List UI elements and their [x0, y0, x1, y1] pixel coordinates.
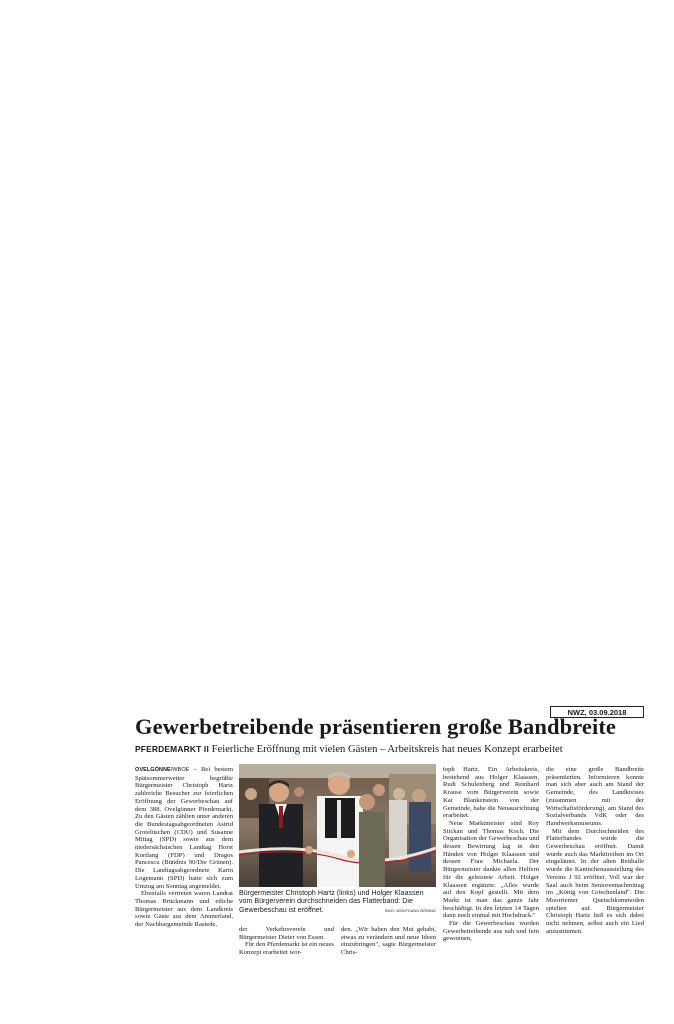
subheadline-line — [135, 743, 644, 756]
photo-credit: BILD: WOLFGANG BÖNING — [385, 908, 436, 913]
paragraph: der Verkehrsverein und Bürgermeister Dieter von Essen. — [239, 926, 334, 941]
article-column-5 — [546, 766, 644, 935]
paragraph: die eine große Bandbreite präsentierten. Informieren konnte man sich aber auch am Stand der Gemeinde, des Landkreises (zusammen mit der Wirtschaftsförderung), am Stand des Sozialverbands VdK oder des Handwerksmuseums. — [546, 766, 644, 827]
paragraph: Neue Marktmeister sind Roy Stickan und Thomas Koch. Die Organisation der Gewerbeschau und dessen Bewirtung lag in den Händen von Holger Klaassen und dessen Frau Michaela. Der Bürgermeister dankte allen Helfern für die geleistete Arbeit. Holger Klaassen ergänzte: „Alles wurde auf den Kopf gestellt. Mit dem Markt ist man das ganze Jahr beschäftigt. In den letzten 14 Tagen dann noch einmal mit Hochdruck." — [443, 819, 540, 920]
paragraph: Mit dem Durchschneiden des Flatterbandes wurde die Gewerbeschau eröffnet. Damit wurde auch das Markttreiben im Ort eingeläutet. In der alten Reithalle wurde die Kaninchenausstellung des Vereins J 92 eröffnet. Voll war der Saal auch beim Seniorennachmittag im „König von Griechenland". Die Moorriemer Quetschkommoden spielten auf. Bürgermeister Christoph Hartz ließ es sich dabei nicht nehmen, selbst auch ein Lied anzustimmen. — [546, 827, 644, 935]
paragraph: toph Hartz. Ein Arbeitskreis, bestehend aus Holger Klaassen, Rudi Schulenberg und Reinhard Krause vom Bürgerverein sowie Kai Blankenstein von der Gemeinde, habe die Neuausrichtung erarbeitet. — [443, 766, 539, 820]
caption-text: Bürgermeister Christoph Hartz (links) und Holger Klaassen vom Bürgerverein durchschneiden das Flatterband: Die Gewerbeschau ist eröffnet. — [239, 889, 424, 914]
article-column-1 — [135, 766, 233, 929]
headline: Gewerbetreibende präsentieren große Bandbreite — [135, 714, 616, 739]
source-label: NWZ, 03.09.2018 — [550, 706, 644, 718]
author: /WBOE — [170, 767, 190, 773]
kicker: PFERDEMARKT II — [135, 744, 209, 754]
paragraph: Ebenfalls vertreten waren Landrat Thomas Brückmann und etliche Bürgermeister aus dem Landkreis sowie Gäste aus dem Ammerland, der Nachbargemeinde Rastede, — [135, 890, 233, 929]
article-column-2 — [239, 926, 334, 957]
dateline: OVELGÖNNE — [135, 767, 171, 773]
paragraph — [135, 766, 233, 890]
article-photo — [239, 764, 436, 887]
ribbon-cutting-photo — [239, 764, 436, 887]
article-column-4 — [443, 766, 539, 943]
paragraph-text: – Bei bestem Spätsommerwetter begrüßte Bürgermeister Christoph Hartz zahlreiche Besucher zur feierlichen Eröffnung der Gewerbeschau auf dem 388. Ovelgönner Pferdemarkt. Zu den Gästen zählten unter anderen die Bundestagsabgeordneten Astrid Grotelüschen (CDU) und Susanne Mittag (SPD) sowie aus dem niedersächsischen Landtag Horst Kortlang (FDP) und Dragos Pancescu (Bündnis 90/Die Grünen). Die Landtagsabgeordnete Karin Logemann (SPD) hatte sich zum Umzug am Sonntag angemeldet. — [135, 766, 233, 890]
paragraph: Für die Gewerbeschau wurden Gewerbetreibende aus nah und fern gewonnen, — [443, 920, 539, 943]
subheadline: Feierliche Eröffnung mit vielen Gästen – Arbeitskreis hat neues Konzept erarbeitet — [211, 744, 563, 755]
paragraph: den. „Wir haben den Mut gehabt, etwas zu verändern und neue Ideen einzubringen", sagte Bürgermeister Chris- — [341, 926, 436, 957]
newspaper-clipping — [133, 706, 644, 956]
paragraph: Für den Pferdemarkt ist ein neues Konzept erarbeitet wor- — [239, 941, 334, 957]
photo-caption — [239, 889, 436, 915]
article-column-3 — [341, 926, 436, 957]
